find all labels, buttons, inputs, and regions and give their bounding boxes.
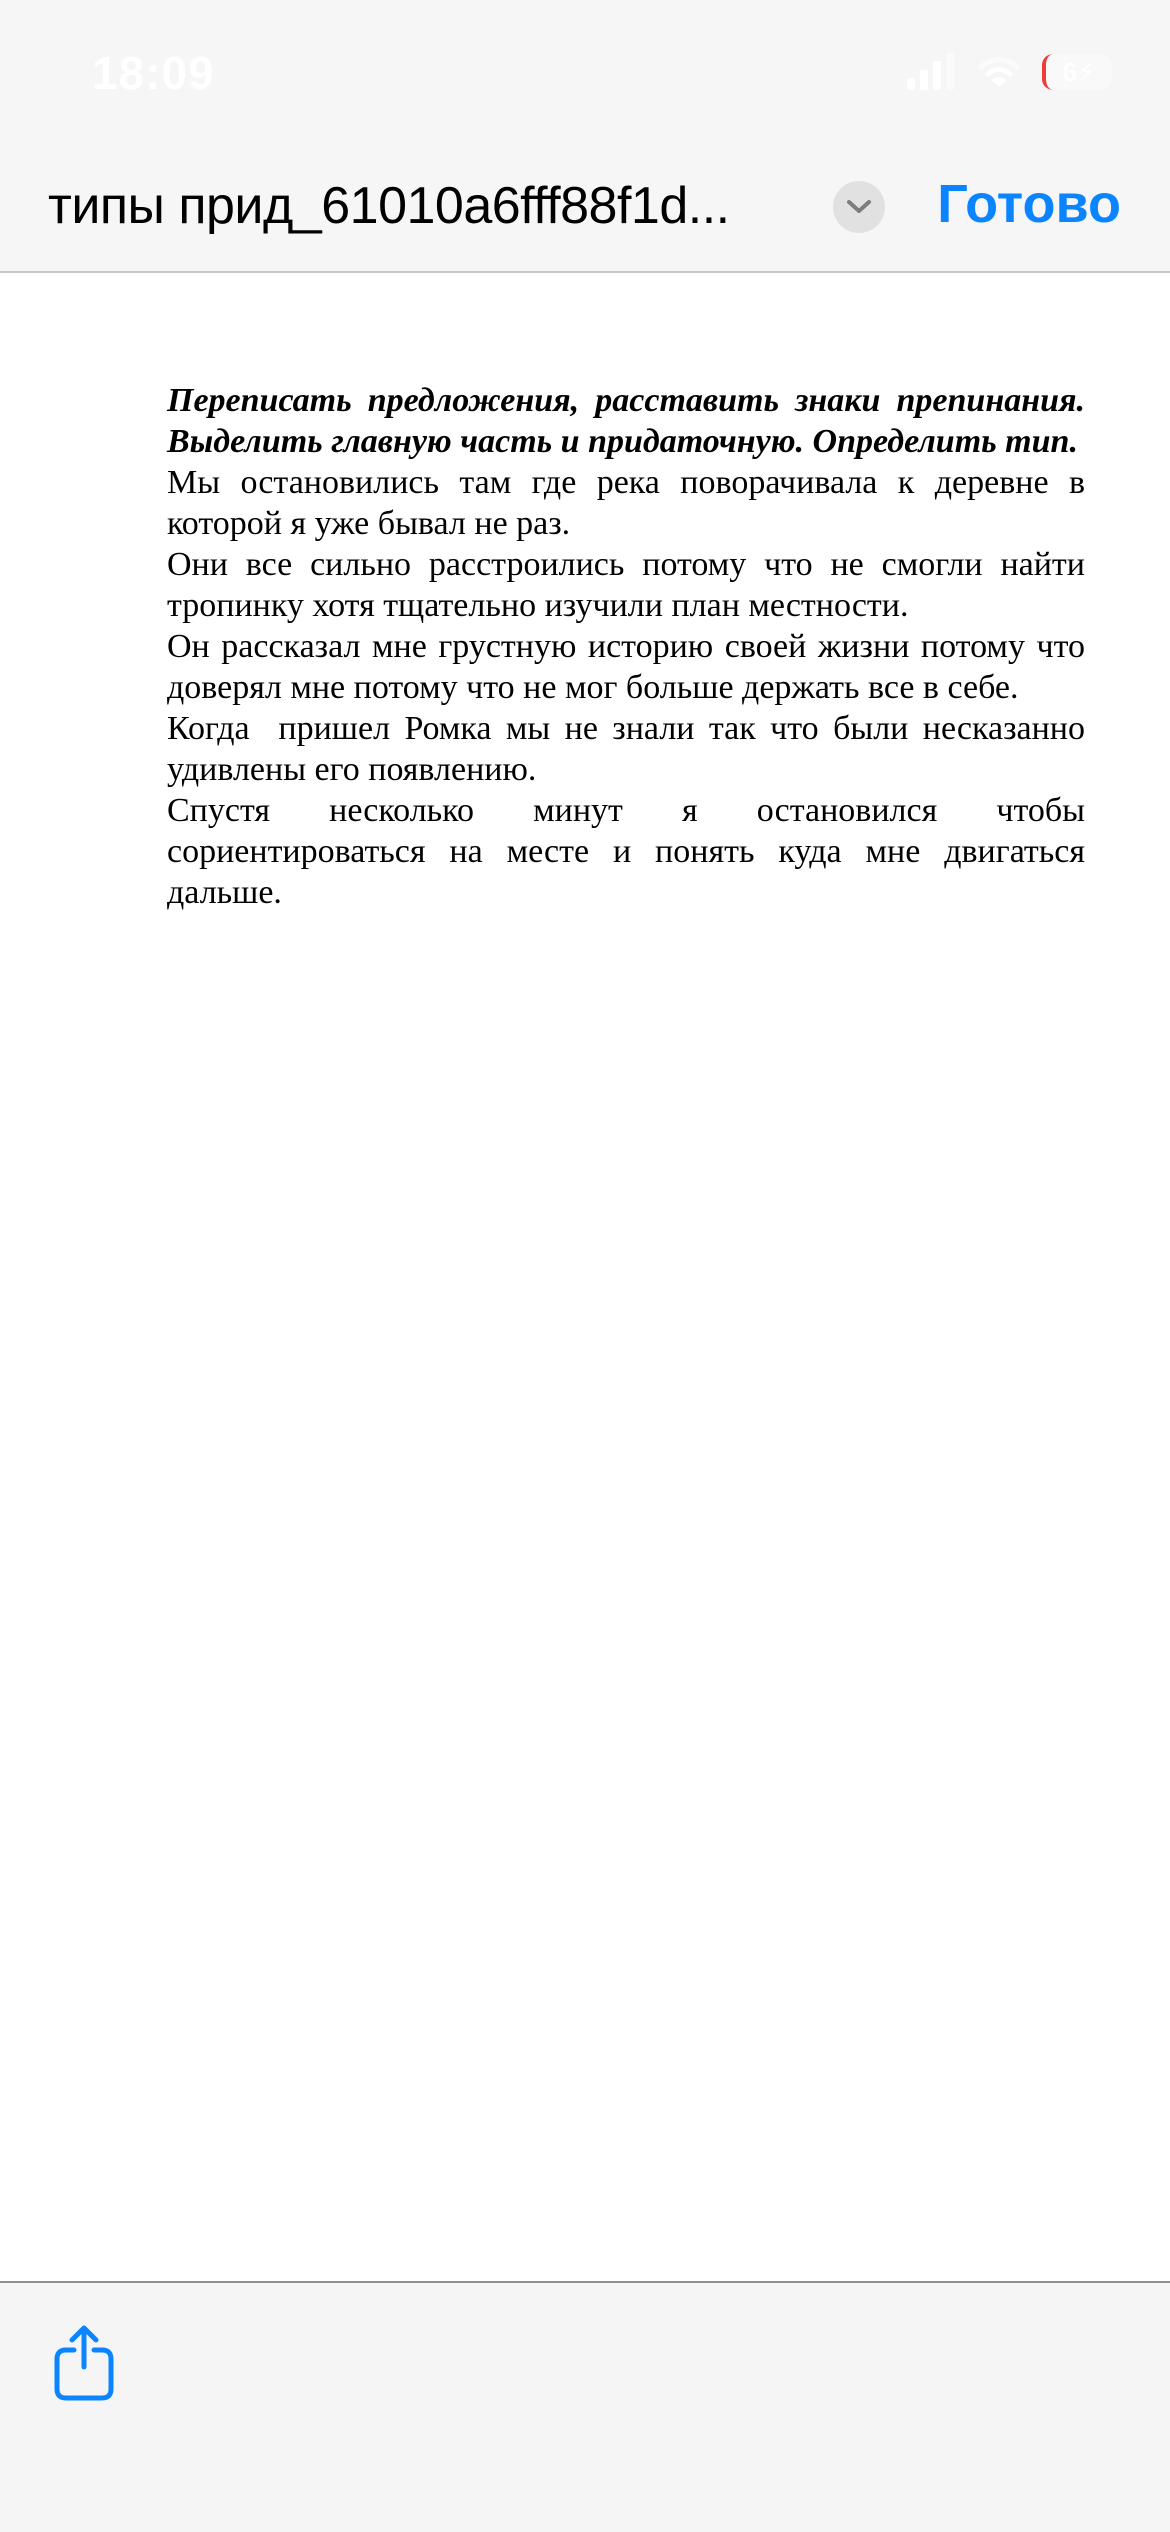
battery-charging-icon [1042,54,1112,90]
sentence-2: Они все сильно расстроились потому что не смогли найти тропинку хотя тщательно изучили план местности. [167,546,1085,624]
title-menu-button[interactable] [833,181,885,233]
assignment-heading: Переписать предложения, расставить знаки препинания. Выделить главную часть и придаточную. Определить тип. [167,382,1085,460]
bottom-toolbar [0,2281,1170,2532]
chevron-down-icon [846,199,872,215]
sentence-4: Когда пришел Ромка мы не знали так что были несказанно удивлены его появлению. [167,710,1094,788]
signal-icon [906,52,956,92]
status-time: 18:09 [92,47,215,99]
document-content [167,380,1094,913]
share-button[interactable] [52,2323,116,2403]
charging-bolt-icon: ⚡ [1077,56,1096,87]
done-button[interactable]: Готово [937,174,1121,234]
navigation-bar [0,140,1170,273]
share-icon [52,2323,116,2403]
status-bar [0,0,1170,140]
sentence-5: Спустя несколько минут я остановился чтобы сориентироваться на месте и понять куда мне двигаться дальше. [167,792,1085,911]
sentence-3: Он рассказал мне грустную историю своей жизни потому что доверял мне потому что не мог больше держать все в себе. [167,628,1085,706]
battery-level: 6 [1062,56,1078,87]
wifi-icon [978,55,1020,89]
document-title[interactable]: типы прид_61010a6fff88f1d... [48,177,730,235]
status-indicators [906,52,1112,92]
sentence-1: Мы остановились там где река поворачивала к деревне в которой я уже бывал не раз. [167,464,1085,542]
